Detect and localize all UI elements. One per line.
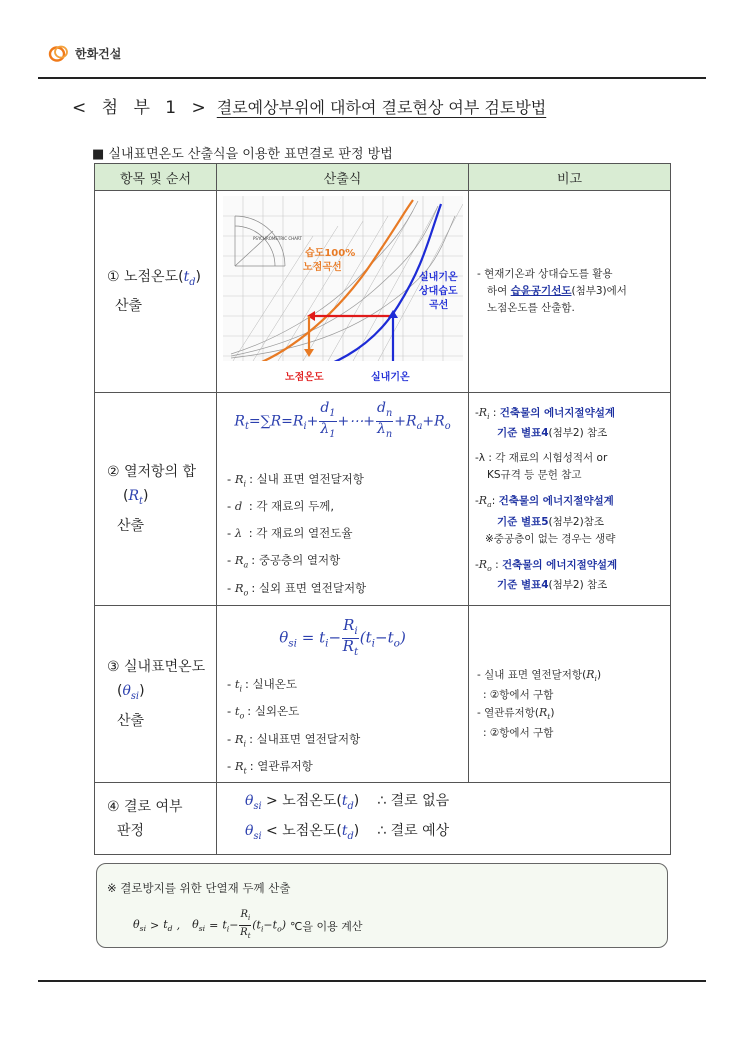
table-row xyxy=(95,191,671,393)
row3-item-close: ) xyxy=(139,683,145,700)
list-item: - λ : 각 재료의 열전도율 xyxy=(227,526,353,541)
chart-label-dewcurve: 노점곡선 xyxy=(303,261,342,273)
j2-therefore: ∴ xyxy=(377,822,387,839)
def-sym: t xyxy=(234,704,240,719)
r3-note-b-sym: R xyxy=(538,706,548,720)
def-sym: R xyxy=(234,553,244,568)
list-item: - $t_i$ : 실내온도 xyxy=(227,677,297,694)
def-sym: λ xyxy=(234,526,243,541)
nb-theta2: θ xyxy=(192,917,199,931)
def-text: : 각 재료의 열전도율 xyxy=(248,526,353,541)
def-sub: o xyxy=(239,711,245,721)
f3-i: i xyxy=(325,637,329,650)
chart-label-rh3: 곡선 xyxy=(429,299,449,311)
r3-note-a-sym: R xyxy=(586,668,595,681)
r3-note-b3: : ②항에서 구함 xyxy=(483,727,554,740)
nb-eq: = xyxy=(209,919,219,932)
j2-si: si xyxy=(253,830,262,842)
row3-item-calc: 산출 xyxy=(117,712,145,729)
nb-t2: t xyxy=(222,918,227,932)
n1-sub: i xyxy=(487,412,490,422)
f2-Ro: R xyxy=(434,413,445,430)
f2-eq: = xyxy=(281,413,293,430)
company-name: 한화건설 xyxy=(75,46,122,61)
f3-Rt-sub: t xyxy=(353,646,359,658)
psychrometric-chart xyxy=(223,196,463,388)
row2-formula-cell xyxy=(217,393,469,606)
def-sym: R xyxy=(234,758,244,773)
f2-Ra: R xyxy=(406,413,417,430)
def-sym: R xyxy=(234,731,244,746)
list-item: - $R_a$ : 중공층의 열저항 xyxy=(227,553,341,570)
table-row xyxy=(95,783,671,855)
header-formula: 산출식 xyxy=(217,164,469,191)
f2-R: R xyxy=(234,413,245,430)
f3-Rt: R xyxy=(342,637,354,655)
nb-Ri-sub: i xyxy=(247,914,251,922)
f2-R2: R xyxy=(270,413,282,430)
table-header-row xyxy=(95,164,671,191)
row3-item-label: ③ 실내표면온도 xyxy=(107,659,206,676)
row3-item-sub: si xyxy=(130,690,140,702)
row1-item-label: ① 노점온도( xyxy=(107,268,184,285)
f2-dots: +⋯+ xyxy=(337,413,375,430)
row3-formula-cell xyxy=(217,606,469,783)
f2-d1: d xyxy=(320,400,330,416)
row1-note xyxy=(469,191,671,393)
f2-d1-sub: 1 xyxy=(329,407,336,419)
n1-dash: - xyxy=(475,407,479,420)
row2-item-open: ( xyxy=(123,488,129,505)
j1-d: d xyxy=(347,800,354,812)
nb-d: d xyxy=(167,924,173,934)
row1-note-line2a: 하여 xyxy=(487,285,511,297)
f2-plus2: + xyxy=(394,413,407,430)
f2-lamn-sub: n xyxy=(385,428,393,440)
j2-close: ) xyxy=(353,822,360,839)
attachment-title: 결로예상부위에 대하여 결로현상 여부 검토방법 xyxy=(216,98,547,117)
page-heading xyxy=(72,93,546,118)
nb-minus: − xyxy=(229,918,239,932)
n4-colon: : xyxy=(491,558,502,571)
row1-item-close: ) xyxy=(195,268,201,285)
f3-si: si xyxy=(288,637,297,650)
f2-lam1-sub: 1 xyxy=(329,428,336,440)
def-sym: d xyxy=(234,498,243,513)
n4-dash: - xyxy=(475,558,479,571)
def-text: : 실내 표면 열전달저항 xyxy=(249,471,364,486)
f3-m2: −t xyxy=(375,628,394,647)
list-item: - $R_i$ : 실내 표면 열전달저항 xyxy=(227,471,364,488)
n4-ref2: 기준 별표4 xyxy=(497,578,549,591)
def-sym: t xyxy=(234,677,240,691)
j2-d: d xyxy=(347,830,354,842)
row3-definitions xyxy=(217,673,468,782)
j2-op: < 노점온도( xyxy=(261,822,342,839)
row1-item-sub: d xyxy=(189,276,196,288)
j1-close: ) xyxy=(353,792,360,809)
n3-sym: R xyxy=(478,494,488,508)
f2-plus1: + xyxy=(306,413,319,430)
nb-comma: , xyxy=(176,919,181,932)
row2-item-sym: R xyxy=(128,488,140,505)
f3-Ri: R xyxy=(343,616,355,634)
row1-note-chart-link: 습윤공기선도 xyxy=(510,285,572,297)
nb-Rt-sub: t xyxy=(247,932,251,940)
j2-result: 결로 예상 xyxy=(390,822,450,839)
note-box xyxy=(96,863,668,948)
surface-temp-formula xyxy=(217,618,468,659)
nb-i: i xyxy=(226,924,230,934)
row1-item-calc: 산출 xyxy=(115,298,143,315)
def-text: : 실내온도 xyxy=(245,677,297,691)
header-rule xyxy=(38,77,706,79)
r3-note-a3: : ②항에서 구함 xyxy=(483,689,554,702)
n3-sub: a xyxy=(487,500,492,510)
j1-si: si xyxy=(253,800,262,812)
n4-sym: R xyxy=(478,557,488,571)
def-sub: i xyxy=(243,738,247,748)
nb-gt: > xyxy=(150,919,160,932)
j1-result: 결로 없음 xyxy=(390,792,450,809)
row4-item xyxy=(95,783,217,855)
f2-a: a xyxy=(416,421,423,433)
chart-label-dewpoint: 노점온도 xyxy=(285,371,324,383)
def-sub: t xyxy=(243,766,247,776)
def-sym: R xyxy=(234,471,244,486)
def-sub: o xyxy=(243,588,249,598)
j1-t: t xyxy=(341,792,348,809)
nb-m2: −t xyxy=(263,918,278,932)
n4-tail: (첨부2) 참조 xyxy=(548,578,608,591)
def-text: : 각 재료의 두께, xyxy=(248,498,334,513)
r3-note-b1: - 열관류저항( xyxy=(477,707,539,720)
n3-dash: - xyxy=(475,495,479,508)
row3-item xyxy=(95,606,217,783)
chart-label-indoor: 실내기온 xyxy=(371,371,410,383)
n4-ref: 건축물의 에너지절약설계 xyxy=(501,558,618,571)
list-item: - $R_o$ : 실외 표면 열전달저항 xyxy=(227,580,367,598)
n3-colon: : xyxy=(491,495,499,508)
nb-to-sub: o xyxy=(277,924,282,934)
header-item: 항목 및 순서 xyxy=(95,164,217,191)
n4-sub: o xyxy=(487,563,492,573)
row2-item-sub: t xyxy=(139,495,143,507)
table-row xyxy=(95,606,671,783)
row1-note-line3: 노점온도를 산출함. xyxy=(487,302,575,314)
judgement-no-condensation xyxy=(217,789,670,819)
f3-eq: = xyxy=(301,628,315,647)
row4-item-calc: 판정 xyxy=(117,822,145,839)
row2-definitions xyxy=(217,468,468,604)
row3-item-open: ( xyxy=(117,683,123,700)
list-item: - $R_t$ : 열관류저항 xyxy=(227,758,313,776)
nb-si: si xyxy=(139,924,147,934)
def-sym: R xyxy=(234,580,244,595)
row3-item-sym: θ xyxy=(122,683,131,700)
nb-Ri: R xyxy=(240,909,248,920)
note-box-formula xyxy=(133,908,362,943)
row1-note-line1: - 현재기온과 상대습도를 활용 xyxy=(477,268,613,280)
n1-ref: 건축물의 에너지절약설계 xyxy=(499,407,616,420)
thermal-resistance-formula xyxy=(217,401,468,442)
nb-Rt: R xyxy=(240,927,248,938)
company-logo xyxy=(48,44,121,62)
judgement-condensation-expected xyxy=(217,819,670,849)
row2-item-calc: 산출 xyxy=(117,517,145,534)
n3-tail: (첨부2)참조 xyxy=(548,515,604,528)
nb-t: t xyxy=(163,917,168,931)
hanwha-logo-icon xyxy=(48,44,70,62)
row4-judgement xyxy=(217,783,671,855)
f2-o: o xyxy=(444,421,451,433)
nb-theta: θ xyxy=(133,917,140,931)
n3-ref2: 기준 별표5 xyxy=(497,515,549,528)
list-item: - d : 각 재료의 두께, xyxy=(227,498,334,513)
f3-minus: − xyxy=(328,628,342,647)
def-text: : 열관류저항 xyxy=(249,758,313,773)
row3-notes xyxy=(469,606,671,783)
r3-note-a2: ) xyxy=(596,669,602,681)
f2-dn: d xyxy=(377,400,386,416)
section-title: ■ 실내표면온도 산출식을 이용한 표면결로 판정 방법 xyxy=(92,147,393,162)
j1-op: > 노점온도( xyxy=(261,792,342,809)
f3-t: t xyxy=(319,628,326,647)
r3-note-b-sub: t xyxy=(547,712,551,722)
table-row xyxy=(95,393,671,606)
j1-therefore: ∴ xyxy=(377,792,387,809)
nb-close: ) xyxy=(281,918,286,932)
chart-label-rh1: 실내기온 xyxy=(419,271,458,283)
attachment-label: < 첨 부 1 > xyxy=(72,98,211,118)
nb-paren: (t xyxy=(252,918,261,932)
f3-theta: θ xyxy=(279,628,289,647)
n1-sym: R xyxy=(478,406,488,420)
row1-item xyxy=(95,191,217,393)
row1-item-sym: t xyxy=(183,268,190,285)
def-sub: i xyxy=(239,684,243,694)
f2-i: i xyxy=(303,421,307,433)
f3-close: ) xyxy=(399,628,406,647)
header-note: 비고 xyxy=(469,164,671,191)
def-text: : 실외온도 xyxy=(247,704,300,719)
j2-t: t xyxy=(341,822,348,839)
row2-item xyxy=(95,393,217,606)
n1-colon: : xyxy=(489,407,500,420)
f2-Ri: R xyxy=(292,413,304,430)
row4-item-label: ④ 결로 여부 xyxy=(107,798,183,815)
n3-ref: 건축물의 에너지절약설계 xyxy=(498,495,614,508)
def-text: : 중공층의 열저항 xyxy=(251,553,341,568)
n1-ref2: 기준 별표4 xyxy=(497,427,549,440)
def-text: : 실외 표면 열전달저항 xyxy=(251,580,367,595)
row2-item-close: ) xyxy=(142,488,149,505)
def-sub: a xyxy=(243,560,249,570)
def-sub: i xyxy=(243,478,247,488)
j2-theta: θ xyxy=(245,822,254,839)
r3-note-a1: - 실내 표면 열전달저항( xyxy=(477,669,587,681)
row2-item-label: ② 열저항의 합 xyxy=(107,464,197,481)
chart-label-rh2: 상대습도 xyxy=(419,285,458,297)
footer-rule xyxy=(38,980,706,982)
n2-line1: -λ : 각 재료의 시험성적서 or xyxy=(475,452,608,465)
list-item: - $R_i$ : 실내표면 열전달저항 xyxy=(227,731,361,748)
row1-chart-cell xyxy=(217,191,469,393)
chart-title: PSYCHROMETRIC CHART xyxy=(253,235,302,241)
list-item: - $t_o$ : 실외온도 xyxy=(227,704,300,721)
r3-note-a-sub: i xyxy=(594,674,597,684)
f3-ti-sub: i xyxy=(371,637,375,650)
note-box-title: ※ 결로방지를 위한 단열재 두께 산출 xyxy=(107,881,291,895)
j1-theta: θ xyxy=(245,792,254,809)
row2-notes xyxy=(469,393,671,606)
row1-note-line2b: (첨부3)에서 xyxy=(571,285,627,297)
f2-sum: =∑ xyxy=(248,413,271,430)
n1-tail: (첨부2) 참조 xyxy=(548,427,608,440)
f3-to-sub: o xyxy=(393,637,400,650)
n2-line2: KS규격 등 문헌 참고 xyxy=(487,469,582,482)
nb-ti-sub: i xyxy=(260,924,264,934)
f2-lam1: λ xyxy=(320,420,330,437)
method-table xyxy=(94,163,671,855)
chart-label-sat: 습도100% xyxy=(305,247,356,259)
r3-note-b2: ) xyxy=(550,707,555,720)
f2-lamn: λ xyxy=(377,420,386,437)
nb-tail: ℃을 이용 계산 xyxy=(290,919,363,933)
f2-plus3: + xyxy=(422,413,435,430)
def-text: : 실내표면 열전달저항 xyxy=(249,731,361,746)
f3-paren: (t xyxy=(359,628,372,647)
f3-Ri-sub: i xyxy=(354,625,358,637)
f2-t: t xyxy=(244,421,249,433)
nb-si2: si xyxy=(198,924,206,934)
f2-dn-sub: n xyxy=(385,407,393,419)
n3-note: ※중공층이 없는 경우는 생략 xyxy=(485,532,616,545)
